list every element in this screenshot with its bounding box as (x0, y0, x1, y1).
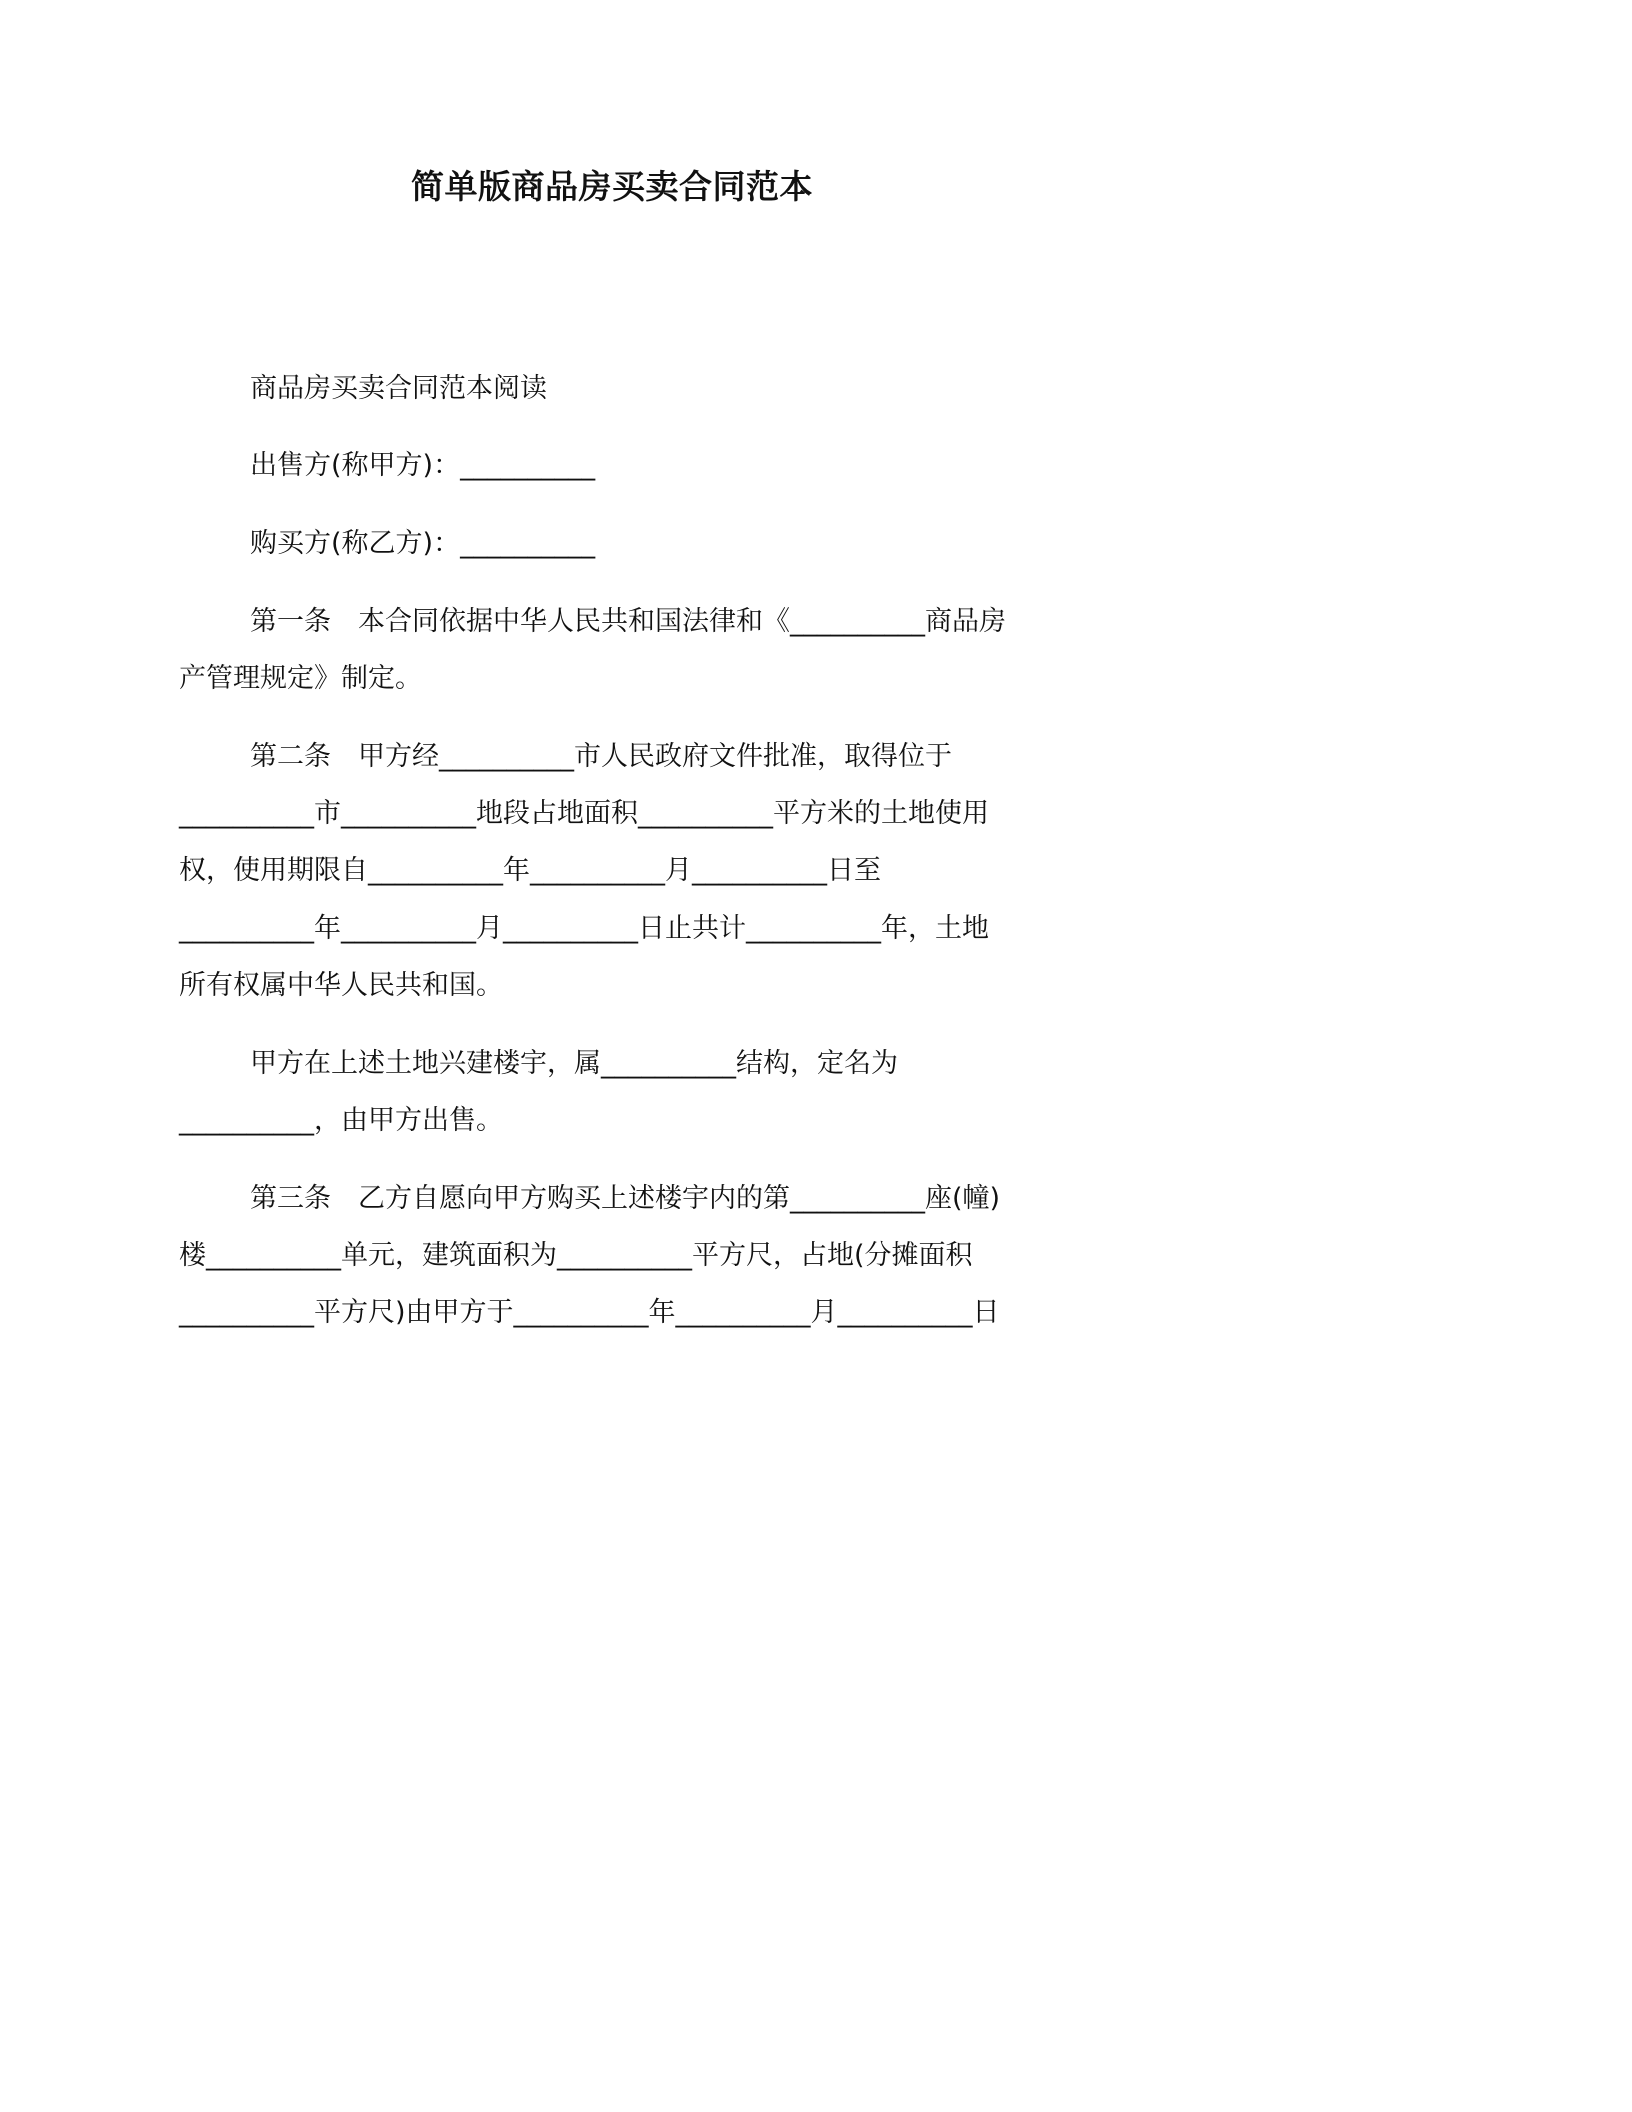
article-2-line-5: 所有权属中华人民共和国。 (179, 970, 503, 1001)
article-2-line-2: __________市__________地段占地面积__________平方米的土地使用 (179, 798, 989, 829)
article-3-line-2: 楼__________单元，建筑面积为__________平方尺，占地(分摊面积 (179, 1240, 973, 1271)
article-2-line-4: __________年__________月__________日止共计__________年，土地 (179, 913, 989, 944)
article-2-line-1: 第二条 甲方经__________市人民政府文件批准，取得位于 (250, 741, 952, 772)
article-3-line-1: 第三条 乙方自愿向甲方购买上述楼宇内的第__________座(幢) (250, 1183, 1001, 1214)
building-line-1: 甲方在上述土地兴建楼宇，属__________结构，定名为 (250, 1048, 898, 1079)
article-1-line-2: 产管理规定》制定。 (179, 663, 422, 694)
article-2-line-3: 权，使用期限自__________年__________月__________日至 (179, 855, 881, 886)
building-line-2: __________，由甲方出售。 (179, 1105, 503, 1136)
buyer-line: 购买方(称乙方)：__________ (250, 528, 596, 559)
document-title: 简单版商品房买卖合同范本 (411, 167, 813, 206)
article-1-line-1: 第一条 本合同依据中华人民共和国法律和《__________商品房 (250, 606, 1006, 637)
subtitle-line: 商品房买卖合同范本阅读 (250, 373, 547, 404)
article-3-line-3: __________平方尺)由甲方于__________年__________月__________日 (179, 1297, 1000, 1328)
seller-line: 出售方(称甲方)：__________ (250, 450, 596, 481)
